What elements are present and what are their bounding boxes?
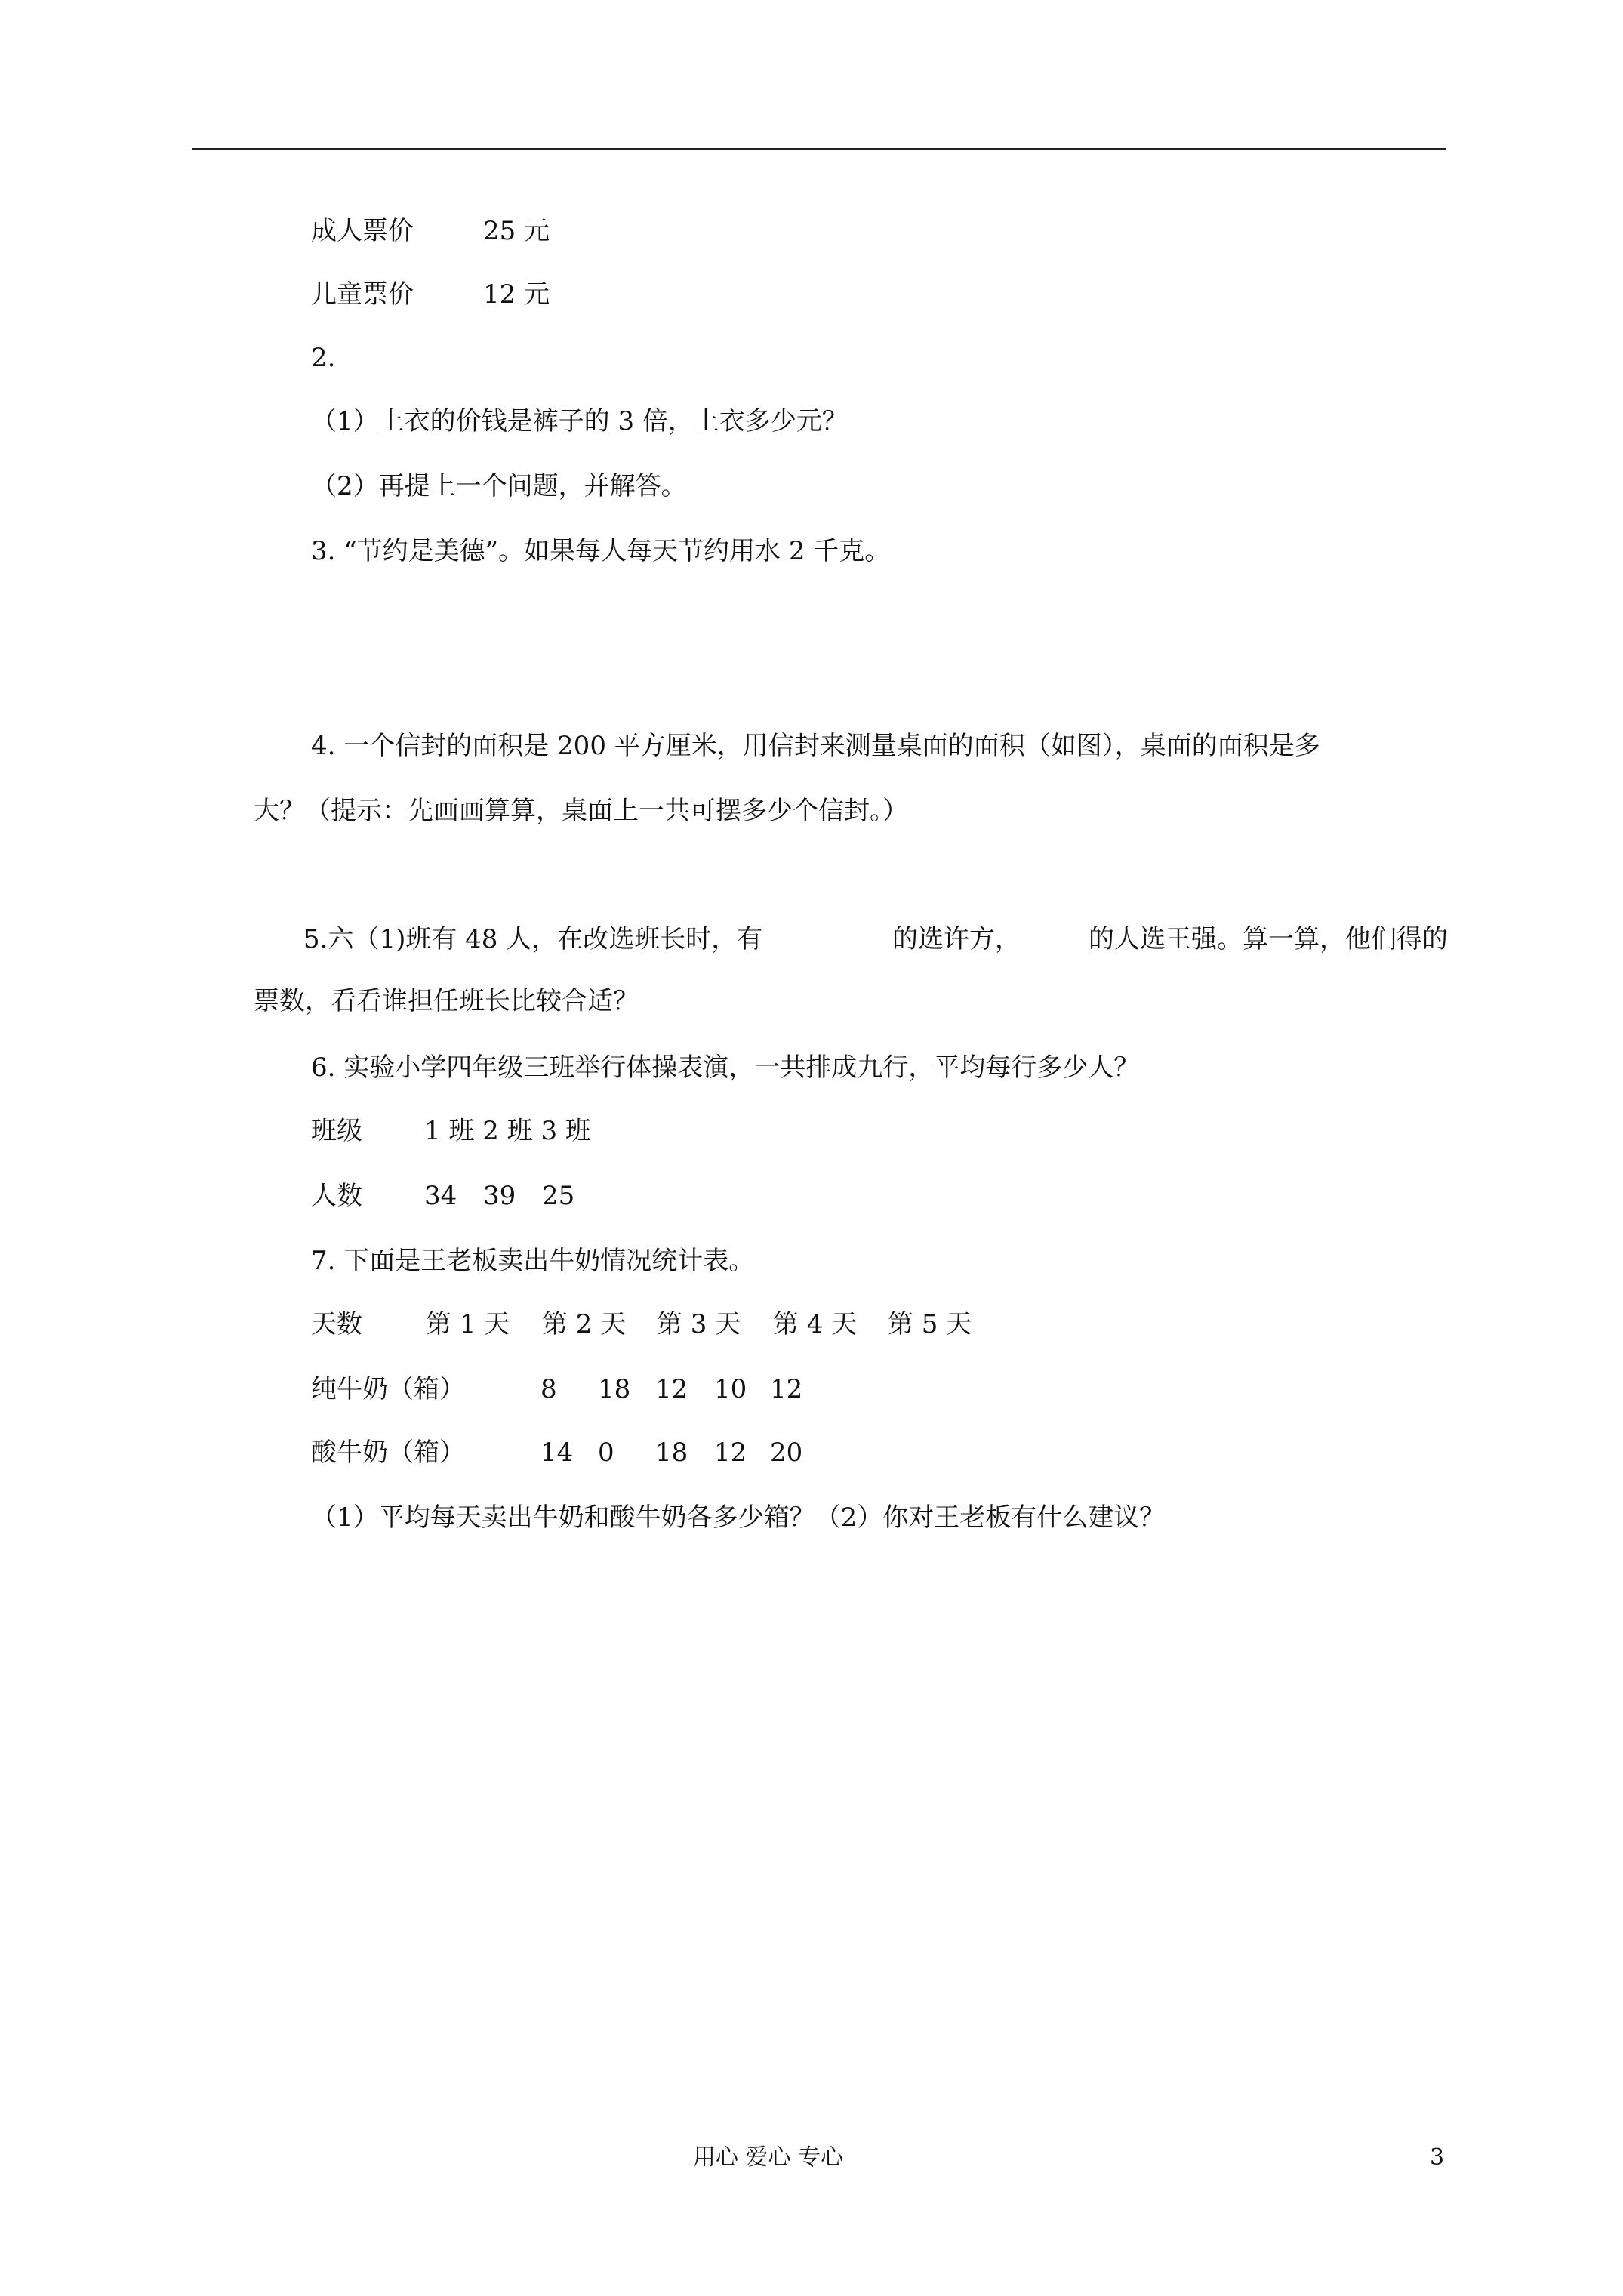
pure-milk-day-3: 12 [655,1374,688,1404]
child-price-value: 12 元 [483,279,550,310]
question-2-part-1: （1）上衣的价钱是裤子的 3 倍，上衣多少元？ [311,406,848,436]
milk-table-day-2: 第 2 天 [542,1309,627,1339]
child-price-label: 儿童票价 [311,279,414,310]
pure-milk-day-1: 8 [540,1374,557,1404]
question-2-part-2: （2）再提上一个问题，并解答。 [311,471,687,501]
count-class-2: 39 [483,1181,516,1211]
pure-milk-day-2: 18 [598,1374,631,1404]
page-number: 3 [1430,2144,1445,2171]
question-5-line-1-end: 的人选王强。算一算，他们得的 [1089,924,1448,954]
adult-price-label: 成人票价 [311,216,414,246]
class-row-values: 1 班 2 班 3 班 [424,1116,591,1146]
question-4-line-1: 4. 一个信封的面积是 200 平方厘米，用信封来测量桌面的面积（如图），桌面的面积是多 [311,731,1320,761]
footer-motto: 用心 爱心 专心 [693,2144,844,2171]
pure-milk-day-5: 12 [770,1374,803,1404]
pure-milk-label: 纯牛奶（箱） [311,1374,465,1404]
yogurt-day-3: 18 [655,1438,688,1468]
yogurt-day-5: 20 [770,1438,803,1468]
question-7-subquestions: （1）平均每天卖出牛奶和酸牛奶各多少箱？（2）你对王老板有什么建议？ [311,1502,1166,1533]
count-class-1: 34 [424,1181,457,1211]
yogurt-day-2: 0 [598,1438,614,1468]
yogurt-label: 酸牛奶（箱） [311,1438,465,1468]
milk-table-header-label: 天数 [311,1309,362,1339]
milk-table-day-1: 第 1 天 [426,1309,510,1339]
question-7-text: 7. 下面是王老板卖出牛奶情况统计表。 [311,1246,755,1276]
question-3-text: 3. “节约是美德”。如果每人每天节约用水 2 千克。 [311,536,891,566]
class-row-label: 班级 [311,1116,362,1146]
pure-milk-day-4: 10 [714,1374,747,1404]
yogurt-day-1: 14 [540,1438,574,1468]
question-5-line-1-middle: 的选许方， [892,924,1021,954]
question-5-line-2: 票数，看看谁担任班长比较合适？ [254,986,639,1016]
count-class-3: 25 [542,1181,575,1211]
question-4-line-2: 大？（提示：先画画算算，桌面上一共可摆多少个信封。） [254,796,908,826]
count-row-label: 人数 [311,1181,362,1211]
milk-table-day-4: 第 4 天 [773,1309,858,1339]
header-rule [192,148,1446,150]
question-6-text: 6. 实验小学四年级三班举行体操表演，一共排成九行，平均每行多少人？ [311,1052,1140,1083]
question-5-line-1-start: 5.六（1)班有 48 人，在改选班长时，有 [303,924,763,954]
yogurt-day-4: 12 [714,1438,747,1468]
question-2-number: 2. [311,343,336,373]
milk-table-day-5: 第 5 天 [888,1309,972,1339]
adult-price-value: 25 元 [483,216,550,246]
milk-table-day-3: 第 3 天 [657,1309,741,1339]
